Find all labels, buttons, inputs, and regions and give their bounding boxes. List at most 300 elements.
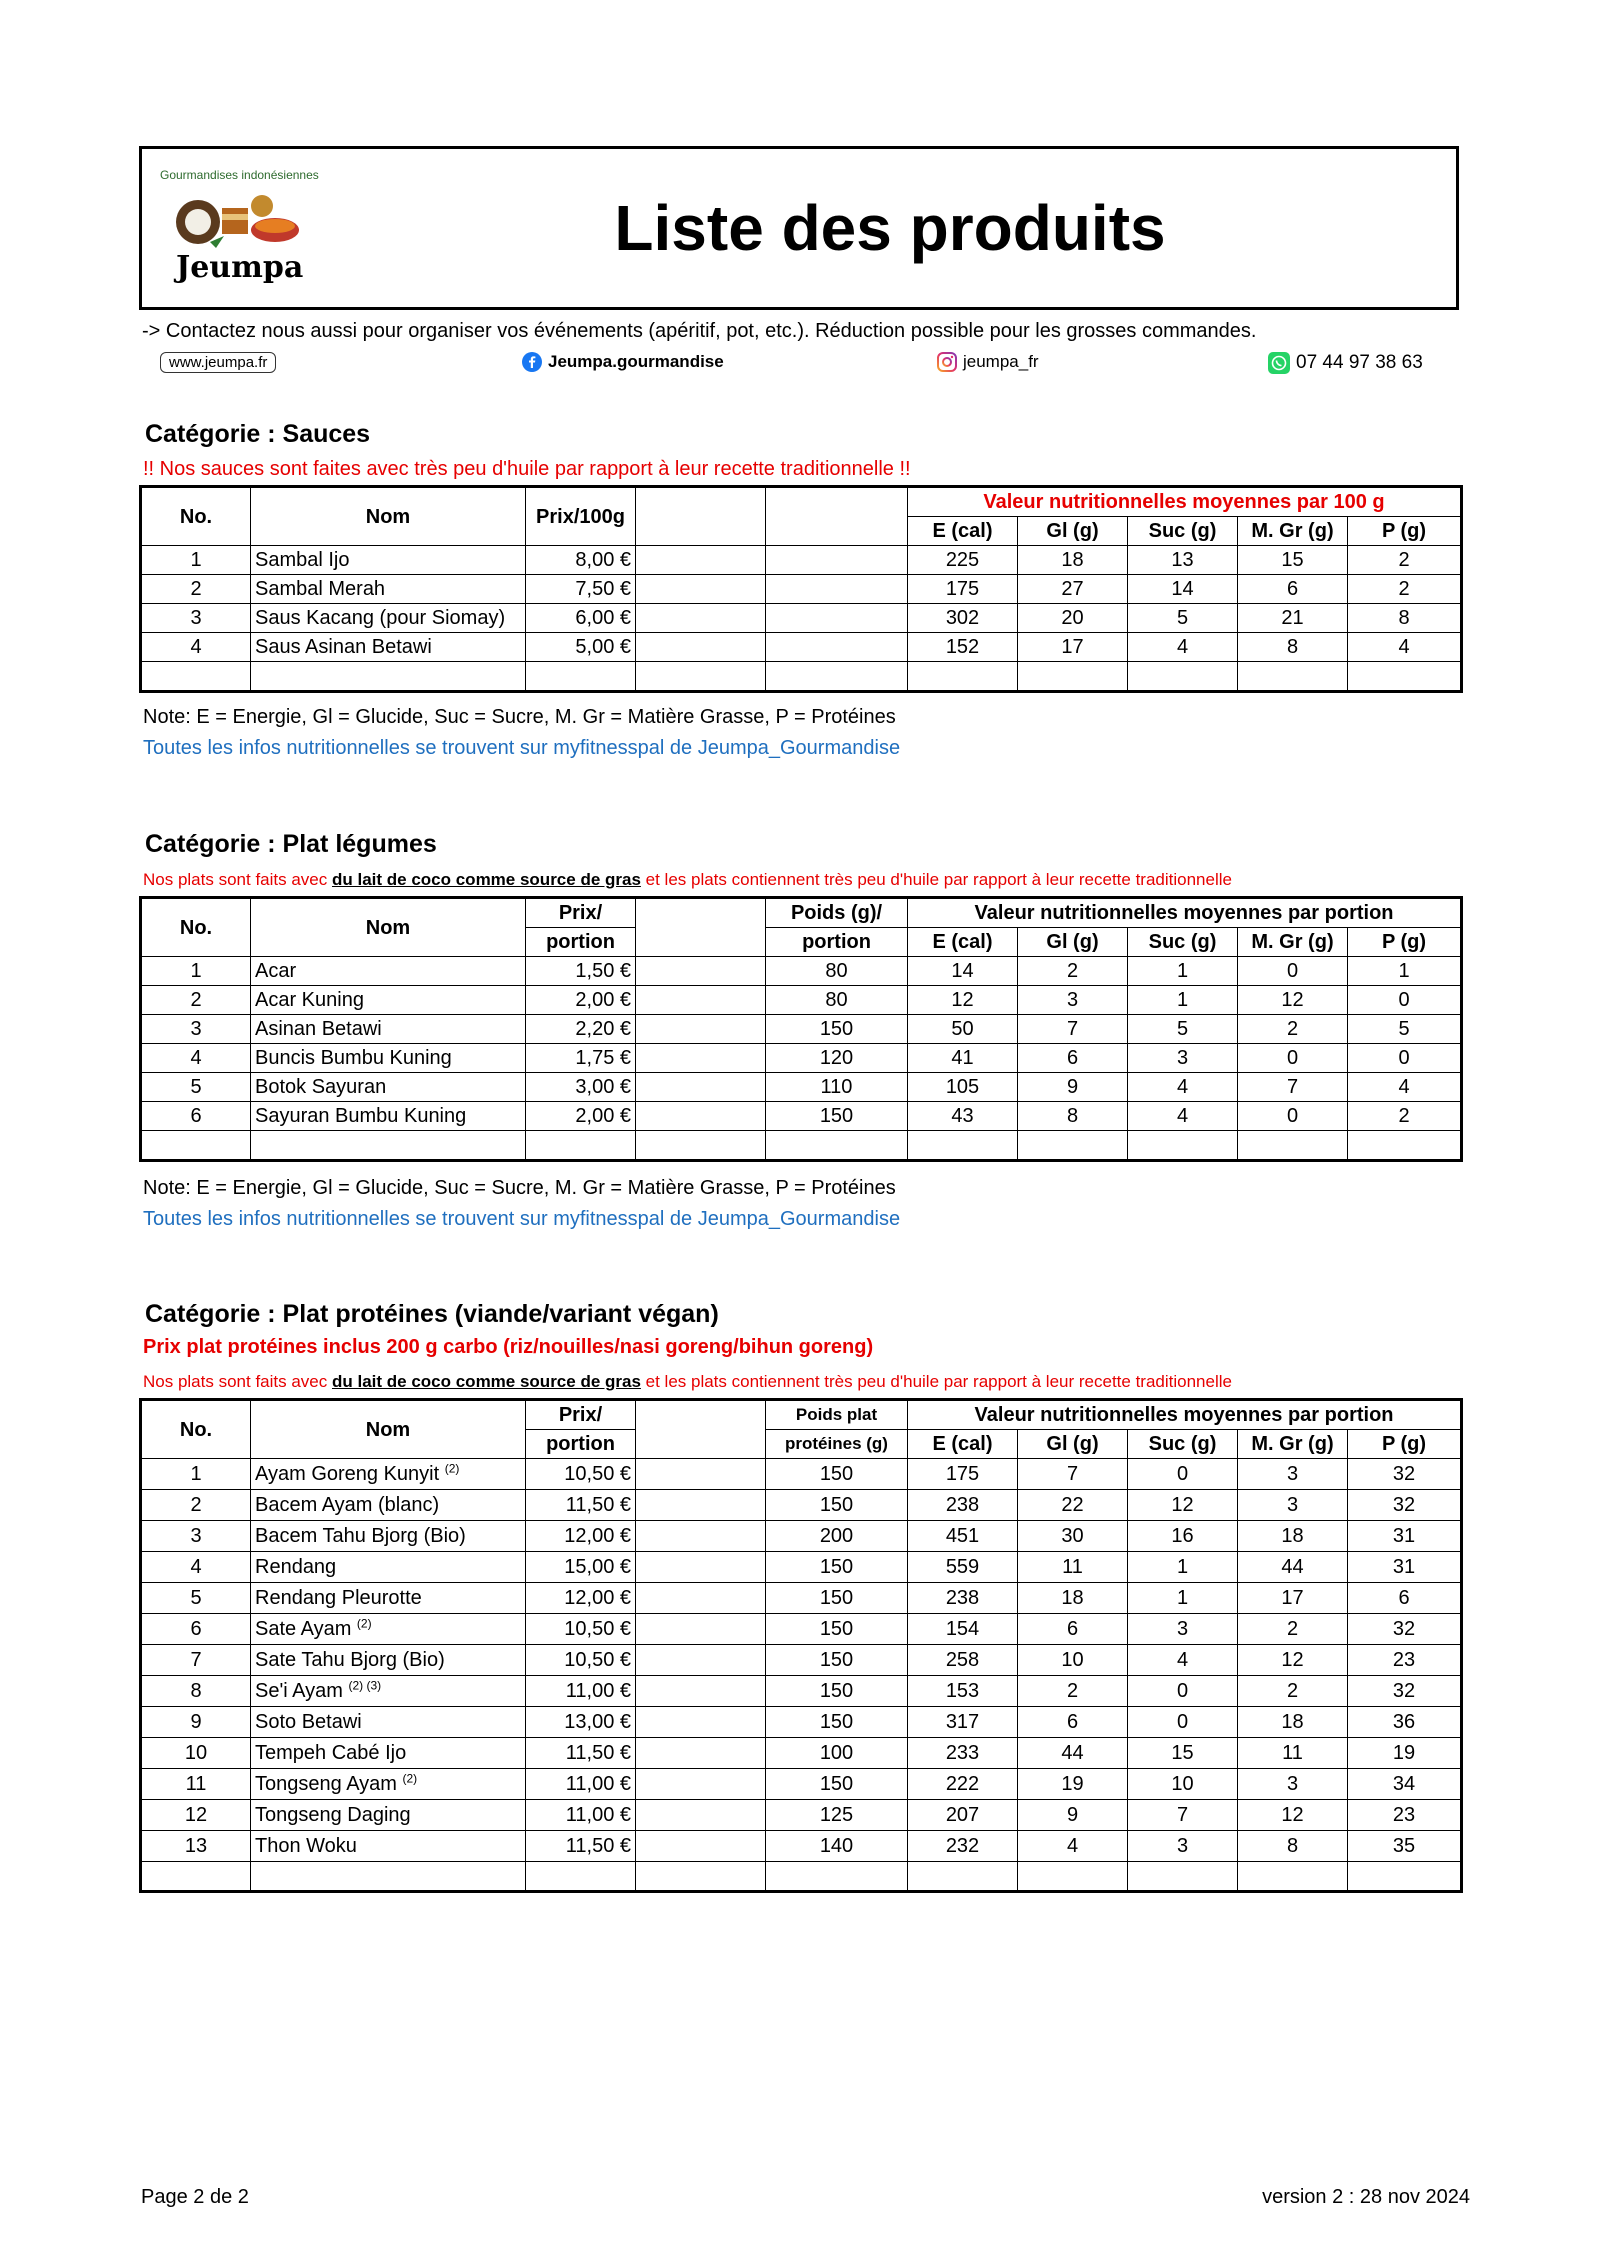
empty-cell: [141, 662, 251, 692]
empty-cell: [636, 1800, 766, 1831]
cell-p: 4: [1348, 633, 1462, 662]
cell-prix: 11,50 €: [526, 1490, 636, 1521]
cell-no: 12: [141, 1800, 251, 1831]
cell-poids: 150: [766, 1459, 908, 1490]
contact-text: -> Contactez nous aussi pour organiser vos événements (apéritif, pot, etc.). Réduction possible pour les grosses commandes.: [142, 320, 1257, 342]
empty-cell: [1238, 662, 1348, 692]
cell-e: 317: [908, 1707, 1018, 1738]
cell-mgr: 0: [1238, 1102, 1348, 1131]
cell-e: 302: [908, 604, 1018, 633]
table-row: [141, 1044, 1462, 1073]
cell-suc: 3: [1128, 1614, 1238, 1645]
table-row: [141, 575, 1462, 604]
footnote-mark: (2): [444, 1461, 460, 1476]
cell-suc: 14: [1128, 575, 1238, 604]
website-link[interactable]: [160, 352, 276, 373]
cell-poids: 80: [766, 986, 908, 1015]
cell-nom: Ayam Goreng Kunyit $^{(2)}$: [251, 1459, 526, 1490]
table-row: [141, 1015, 1462, 1044]
cell-suc: 15: [1128, 1738, 1238, 1769]
empty-cell: [636, 986, 766, 1015]
cell-e: 152: [908, 633, 1018, 662]
phone-label: 07 44 97 38 63: [1296, 352, 1423, 373]
empty-cell: [1238, 1131, 1348, 1161]
cell-prix: 10,50 €: [526, 1645, 636, 1676]
cell-gl: 9: [1018, 1073, 1128, 1102]
cell-prix: 10,50 €: [526, 1459, 636, 1490]
empty-cell: [636, 1583, 766, 1614]
cell-nom: Sayuran Bumbu Kuning: [251, 1102, 526, 1131]
cell-gl: 44: [1018, 1738, 1128, 1769]
col-header-gl: Gl (g): [1018, 1430, 1128, 1459]
cell-poids: 125: [766, 1800, 908, 1831]
cell-suc: 10: [1128, 1769, 1238, 1800]
cell-mgr: 3: [1238, 1769, 1348, 1800]
empty-cell: [636, 1769, 766, 1800]
cell-nom: Bacem Tahu Bjorg (Bio): [251, 1521, 526, 1552]
col-header-nutri: Valeur nutritionnelles moyennes par portion: [908, 898, 1462, 928]
cell-mgr: 6: [1238, 575, 1348, 604]
cell-e: 175: [908, 1459, 1018, 1490]
empty-cell: [766, 575, 908, 604]
logo-text: Jeumpa: [176, 250, 304, 285]
cell-prix: 2,20 €: [526, 1015, 636, 1044]
cell-e: 233: [908, 1738, 1018, 1769]
table-row: [141, 1552, 1462, 1583]
cell-e: 43: [908, 1102, 1018, 1131]
col-header-e: E (cal): [908, 517, 1018, 546]
cell-mgr: 3: [1238, 1490, 1348, 1521]
cell-gl: 2: [1018, 1676, 1128, 1707]
cell-p: 0: [1348, 986, 1462, 1015]
cell-no: 3: [141, 604, 251, 633]
cell-p: 31: [1348, 1521, 1462, 1552]
cell-mgr: 2: [1238, 1015, 1348, 1044]
empty-row: [141, 1131, 1462, 1161]
cell-p: 32: [1348, 1614, 1462, 1645]
cell-poids: 150: [766, 1645, 908, 1676]
cell-e: 258: [908, 1645, 1018, 1676]
col-header-no: No.: [141, 1400, 251, 1459]
cell-nom: Botok Sayuran: [251, 1073, 526, 1102]
empty-cell: [1348, 1862, 1462, 1892]
cell-prix: 1,75 €: [526, 1044, 636, 1073]
cell-gl: 20: [1018, 604, 1128, 633]
cell-poids: 150: [766, 1552, 908, 1583]
cell-no: 2: [141, 1490, 251, 1521]
empty-cell: [636, 1015, 766, 1044]
cell-no: 3: [141, 1015, 251, 1044]
empty-cell: [251, 662, 526, 692]
cell-gl: 6: [1018, 1044, 1128, 1073]
facebook-label: Jeumpa.gourmandise: [548, 352, 724, 371]
empty-cell: [1018, 1862, 1128, 1892]
col-header-p: P (g): [1348, 1430, 1462, 1459]
cell-mgr: 2: [1238, 1676, 1348, 1707]
empty-cell: [636, 1552, 766, 1583]
empty-cell: [636, 1490, 766, 1521]
table-row: [141, 633, 1462, 662]
empty-cell: [908, 1131, 1018, 1161]
empty-cell: [766, 604, 908, 633]
cell-p: 2: [1348, 575, 1462, 604]
legumes-warning: Nos plats sont faits avec du lait de coco comme source de gras et les plats contiennent très peu d'huile par rapport à leur recette traditionnelle: [143, 870, 1232, 889]
cell-p: 5: [1348, 1015, 1462, 1044]
cell-mgr: 0: [1238, 1044, 1348, 1073]
cell-p: 32: [1348, 1676, 1462, 1707]
cell-gl: 22: [1018, 1490, 1128, 1521]
instagram-icon: [937, 352, 957, 372]
col-header-prix-portion: portion: [526, 1430, 636, 1459]
cell-e: 238: [908, 1490, 1018, 1521]
cell-gl: 8: [1018, 1102, 1128, 1131]
col-header-prix: Prix/: [526, 1400, 636, 1430]
cell-prix: 12,00 €: [526, 1583, 636, 1614]
cell-prix: 10,50 €: [526, 1614, 636, 1645]
cell-prix: 7,50 €: [526, 575, 636, 604]
cell-nom: Sambal Ijo: [251, 546, 526, 575]
col-header-e: E (cal): [908, 1430, 1018, 1459]
cell-suc: 3: [1128, 1831, 1238, 1862]
empty-cell: [636, 1521, 766, 1552]
empty-cell: [1018, 662, 1128, 692]
logo-tagline: Gourmandises indonésiennes: [160, 168, 319, 182]
cell-prix: 1,50 €: [526, 957, 636, 986]
legumes-title: Catégorie : Plat légumes: [145, 830, 437, 858]
col-header-suc: Suc (g): [1128, 1430, 1238, 1459]
empty-cell: [1018, 1131, 1128, 1161]
legumes-note: Note: E = Energie, Gl = Glucide, Suc = Sucre, M. Gr = Matière Grasse, P = Protéines: [143, 1177, 896, 1199]
cell-nom: Acar: [251, 957, 526, 986]
empty-cell: [636, 604, 766, 633]
cell-mgr: 8: [1238, 1831, 1348, 1862]
col-header-nutri: Valeur nutritionnelles moyennes par portion: [908, 1400, 1462, 1430]
cell-mgr: 8: [1238, 633, 1348, 662]
cell-prix: 13,00 €: [526, 1707, 636, 1738]
cell-mgr: 3: [1238, 1459, 1348, 1490]
table-row: [141, 1490, 1462, 1521]
cell-mgr: 17: [1238, 1583, 1348, 1614]
cell-e: 175: [908, 575, 1018, 604]
cell-suc: 1: [1128, 1552, 1238, 1583]
cell-p: 32: [1348, 1459, 1462, 1490]
cell-e: 153: [908, 1676, 1018, 1707]
cell-suc: 16: [1128, 1521, 1238, 1552]
cell-nom: Rendang Pleurotte: [251, 1583, 526, 1614]
col-header-suc: Suc (g): [1128, 517, 1238, 546]
empty-cell: [908, 1862, 1018, 1892]
cell-no: 11: [141, 1769, 251, 1800]
cell-p: 34: [1348, 1769, 1462, 1800]
whatsapp-icon: [1268, 352, 1290, 374]
cell-mgr: 0: [1238, 957, 1348, 986]
cell-poids: 150: [766, 1676, 908, 1707]
cell-gl: 30: [1018, 1521, 1128, 1552]
table-row: [141, 1073, 1462, 1102]
col-header-nom: Nom: [251, 898, 526, 957]
cell-nom: Tongseng Daging: [251, 1800, 526, 1831]
cell-no: 9: [141, 1707, 251, 1738]
cell-mgr: 44: [1238, 1552, 1348, 1583]
cell-poids: 150: [766, 1614, 908, 1645]
empty-cell: [636, 487, 766, 546]
cell-p: 0: [1348, 1044, 1462, 1073]
instagram-link[interactable]: [937, 352, 1039, 372]
col-header-mgr: M. Gr (g): [1238, 928, 1348, 957]
empty-cell: [1348, 662, 1462, 692]
empty-cell: [636, 633, 766, 662]
cell-prix: 11,00 €: [526, 1676, 636, 1707]
cell-e: 154: [908, 1614, 1018, 1645]
cell-suc: 13: [1128, 546, 1238, 575]
cell-e: 238: [908, 1583, 1018, 1614]
sauces-warning: !! Nos sauces sont faites avec très peu d'huile par rapport à leur recette traditionnelle !!: [143, 458, 911, 480]
empty-cell: [636, 1102, 766, 1131]
cell-e: 14: [908, 957, 1018, 986]
empty-cell: [141, 1131, 251, 1161]
cell-suc: 0: [1128, 1459, 1238, 1490]
empty-cell: [1348, 1131, 1462, 1161]
cell-nom: Soto Betawi: [251, 1707, 526, 1738]
proteines-title: Catégorie : Plat protéines (viande/variant végan): [145, 1300, 719, 1328]
cell-poids: 80: [766, 957, 908, 986]
proteines-warning: Nos plats sont faits avec du lait de coco comme source de gras et les plats contiennent très peu d'huile par rapport à leur recette traditionnelle: [143, 1372, 1232, 1391]
cell-poids: 200: [766, 1521, 908, 1552]
empty-cell: [526, 1862, 636, 1892]
empty-cell: [766, 633, 908, 662]
cell-prix: 11,00 €: [526, 1769, 636, 1800]
empty-cell: [636, 546, 766, 575]
cell-e: 225: [908, 546, 1018, 575]
empty-cell: [636, 1738, 766, 1769]
empty-cell: [1128, 1131, 1238, 1161]
col-header-poids: Poids (g)/: [766, 898, 908, 928]
cell-poids: 150: [766, 1102, 908, 1131]
table-row: [141, 1459, 1462, 1490]
table-row: [141, 1583, 1462, 1614]
cell-suc: 0: [1128, 1707, 1238, 1738]
empty-cell: [636, 1862, 766, 1892]
cell-nom: Tempeh Cabé Ijo: [251, 1738, 526, 1769]
facebook-icon: [522, 352, 542, 372]
cell-no: 5: [141, 1073, 251, 1102]
empty-cell: [636, 1707, 766, 1738]
footnote-mark: (2): [402, 1771, 418, 1786]
cell-no: 6: [141, 1102, 251, 1131]
cell-prix: 2,00 €: [526, 986, 636, 1015]
sauces-title: Catégorie : Sauces: [145, 420, 371, 448]
col-header-mgr: M. Gr (g): [1238, 1430, 1348, 1459]
cell-no: 2: [141, 986, 251, 1015]
cell-gl: 27: [1018, 575, 1128, 604]
page-title: Liste des produits: [614, 192, 1166, 264]
table-row: [141, 957, 1462, 986]
table-row: [141, 1831, 1462, 1862]
cell-p: 6: [1348, 1583, 1462, 1614]
cell-mgr: 7: [1238, 1073, 1348, 1102]
cell-p: 23: [1348, 1645, 1462, 1676]
legumes-table: [139, 896, 1463, 1162]
col-header-mgr: M. Gr (g): [1238, 517, 1348, 546]
cell-mgr: 11: [1238, 1738, 1348, 1769]
col-header-prix: Prix/100g: [526, 487, 636, 546]
col-header-prix-portion: portion: [526, 928, 636, 957]
proteines-table: [139, 1398, 1463, 1893]
cell-nom: Sate Tahu Bjorg (Bio): [251, 1645, 526, 1676]
logo: [150, 150, 330, 290]
cell-p: 31: [1348, 1552, 1462, 1583]
table-row: [141, 1800, 1462, 1831]
cell-no: 4: [141, 1552, 251, 1583]
table-row: [141, 1769, 1462, 1800]
cell-gl: 7: [1018, 1459, 1128, 1490]
cell-gl: 2: [1018, 957, 1128, 986]
empty-cell: [1238, 1862, 1348, 1892]
cell-prix: 2,00 €: [526, 1102, 636, 1131]
cell-suc: 12: [1128, 1490, 1238, 1521]
instagram-label: jeumpa_fr: [963, 352, 1039, 371]
empty-cell: [636, 1645, 766, 1676]
cell-e: 50: [908, 1015, 1018, 1044]
cell-p: 2: [1348, 546, 1462, 575]
cell-suc: 1: [1128, 986, 1238, 1015]
cell-gl: 17: [1018, 633, 1128, 662]
cell-suc: 7: [1128, 1800, 1238, 1831]
cell-e: 232: [908, 1831, 1018, 1862]
empty-cell: [1128, 1862, 1238, 1892]
col-header-poids: Poids plat: [766, 1400, 908, 1430]
cell-p: 8: [1348, 604, 1462, 633]
table-row: [141, 1738, 1462, 1769]
cell-mgr: 12: [1238, 1645, 1348, 1676]
empty-cell: [908, 662, 1018, 692]
cell-p: 32: [1348, 1490, 1462, 1521]
col-header-suc: Suc (g): [1128, 928, 1238, 957]
empty-cell: [141, 1862, 251, 1892]
empty-cell: [636, 1073, 766, 1102]
col-header-e: E (cal): [908, 928, 1018, 957]
cell-poids: 140: [766, 1831, 908, 1862]
empty-cell: [766, 1862, 908, 1892]
cell-no: 4: [141, 1044, 251, 1073]
cell-gl: 7: [1018, 1015, 1128, 1044]
cell-e: 559: [908, 1552, 1018, 1583]
empty-cell: [636, 1614, 766, 1645]
table-row: [141, 546, 1462, 575]
cell-nom: Buncis Bumbu Kuning: [251, 1044, 526, 1073]
cell-nom: Tongseng Ayam $^{(2)}$: [251, 1769, 526, 1800]
cell-nom: Asinan Betawi: [251, 1015, 526, 1044]
empty-row: [141, 662, 1462, 692]
cell-no: 6: [141, 1614, 251, 1645]
cell-suc: 4: [1128, 1645, 1238, 1676]
cell-prix: 11,50 €: [526, 1738, 636, 1769]
table-row: [141, 1521, 1462, 1552]
empty-cell: [766, 1131, 908, 1161]
col-header-nom: Nom: [251, 1400, 526, 1459]
footnote-mark: (2): [356, 1616, 372, 1631]
table-row: [141, 604, 1462, 633]
cell-no: 3: [141, 1521, 251, 1552]
col-header-prix: Prix/: [526, 898, 636, 928]
empty-cell: [636, 957, 766, 986]
sauces-info: Toutes les infos nutritionnelles se trouvent sur myfitnesspal de Jeumpa_Gourmandise: [143, 737, 901, 759]
empty-cell: [766, 662, 908, 692]
table-row: [141, 1102, 1462, 1131]
cell-suc: 5: [1128, 604, 1238, 633]
cell-suc: 4: [1128, 1073, 1238, 1102]
cell-suc: 5: [1128, 1015, 1238, 1044]
empty-cell: [766, 487, 908, 546]
col-header-gl: Gl (g): [1018, 517, 1128, 546]
cell-nom: Saus Kacang (pour Siomay): [251, 604, 526, 633]
cell-suc: 1: [1128, 957, 1238, 986]
empty-cell: [766, 546, 908, 575]
cell-prix: 15,00 €: [526, 1552, 636, 1583]
cell-no: 1: [141, 957, 251, 986]
empty-cell: [636, 1459, 766, 1490]
cell-poids: 120: [766, 1044, 908, 1073]
cell-poids: 150: [766, 1490, 908, 1521]
cell-gl: 18: [1018, 546, 1128, 575]
col-header-nutri: Valeur nutritionnelles moyennes par 100 g: [908, 487, 1462, 517]
table-row: [141, 986, 1462, 1015]
cell-mgr: 12: [1238, 1800, 1348, 1831]
cell-poids: 100: [766, 1738, 908, 1769]
empty-cell: [251, 1862, 526, 1892]
col-header-poids-proteines: protéines (g): [766, 1430, 908, 1459]
cell-no: 7: [141, 1645, 251, 1676]
cell-prix: 11,00 €: [526, 1800, 636, 1831]
cell-nom: Se'i Ayam $^{(2) (3)}$: [251, 1676, 526, 1707]
legumes-info: Toutes les infos nutritionnelles se trouvent sur myfitnesspal de Jeumpa_Gourmandise: [143, 1208, 901, 1230]
cell-gl: 9: [1018, 1800, 1128, 1831]
proteines-subtitle: Prix plat protéines inclus 200 g carbo (riz/nouilles/nasi goreng/bihun goreng): [143, 1336, 874, 1358]
empty-cell: [636, 1831, 766, 1862]
empty-cell: [636, 662, 766, 692]
cell-suc: 0: [1128, 1676, 1238, 1707]
cell-suc: 1: [1128, 1583, 1238, 1614]
empty-cell: [636, 575, 766, 604]
cell-p: 4: [1348, 1073, 1462, 1102]
sauces-note: Note: E = Energie, Gl = Glucide, Suc = Sucre, M. Gr = Matière Grasse, P = Protéines: [143, 706, 896, 728]
phone-link[interactable]: [1268, 352, 1423, 374]
footnote-mark: (2) (3): [348, 1678, 382, 1693]
empty-cell: [636, 1676, 766, 1707]
table-row: [141, 1614, 1462, 1645]
cell-nom: Saus Asinan Betawi: [251, 633, 526, 662]
cell-gl: 10: [1018, 1645, 1128, 1676]
cell-gl: 6: [1018, 1614, 1128, 1645]
col-header-no: No.: [141, 898, 251, 957]
cell-nom: Thon Woku: [251, 1831, 526, 1862]
cell-p: 35: [1348, 1831, 1462, 1862]
cell-mgr: 2: [1238, 1614, 1348, 1645]
cell-gl: 19: [1018, 1769, 1128, 1800]
cell-nom: Sate Ayam $^{(2)}$: [251, 1614, 526, 1645]
cell-suc: 4: [1128, 1102, 1238, 1131]
facebook-link[interactable]: [522, 352, 724, 372]
empty-cell: [1128, 662, 1238, 692]
footer-version: version 2 : 28 nov 2024: [1262, 2186, 1470, 2208]
col-header-poids-portion: portion: [766, 928, 908, 957]
cell-e: 207: [908, 1800, 1018, 1831]
cell-prix: 8,00 €: [526, 546, 636, 575]
table-row: [141, 1676, 1462, 1707]
cell-gl: 3: [1018, 986, 1128, 1015]
empty-cell: [526, 1131, 636, 1161]
col-header-nom: Nom: [251, 487, 526, 546]
